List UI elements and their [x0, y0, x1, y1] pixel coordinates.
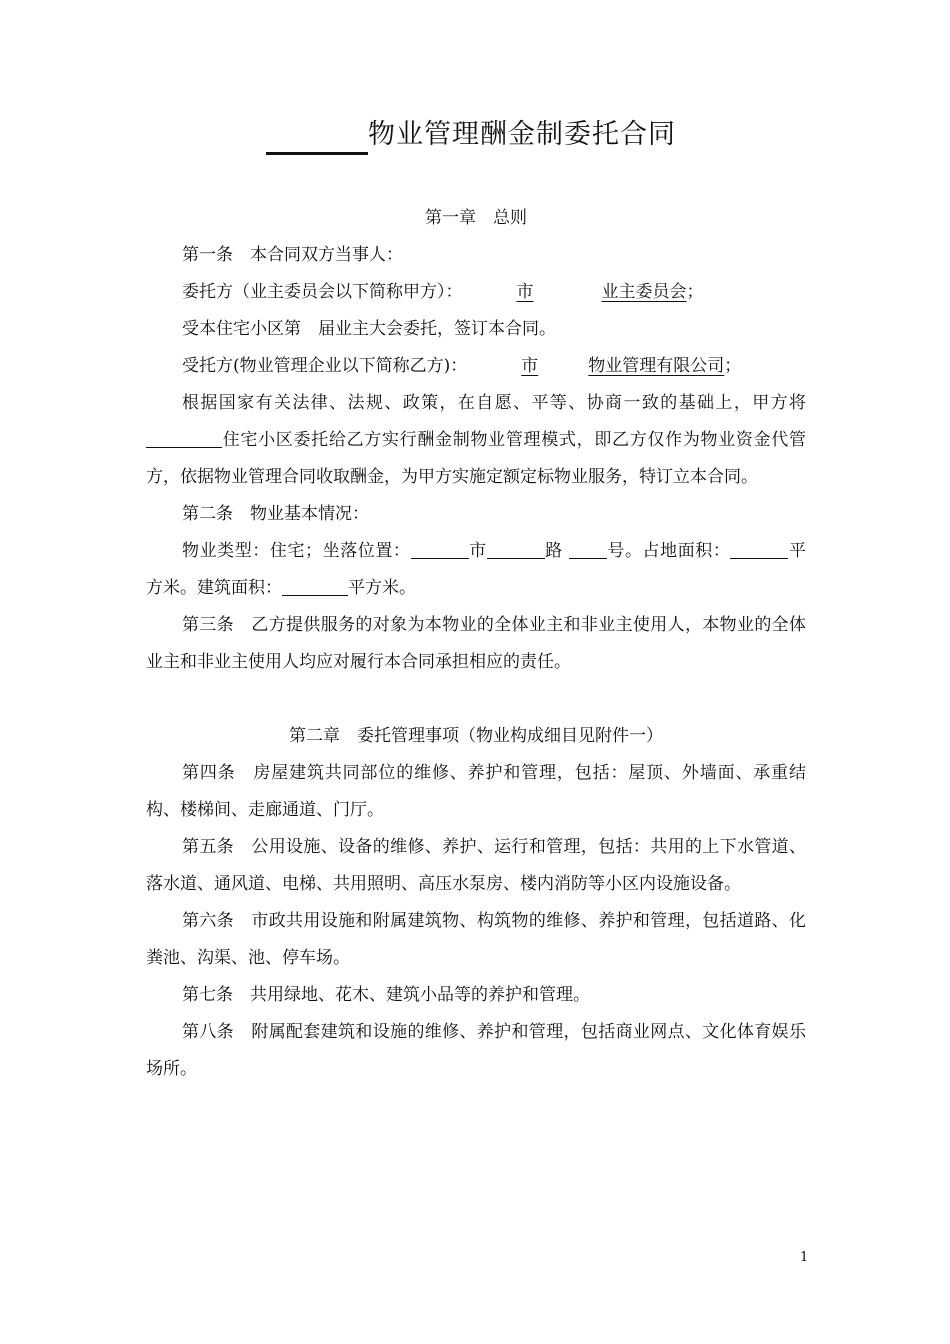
party-a-suffix: 业主委员会	[601, 282, 687, 302]
party-b-line	[146, 348, 806, 385]
authorization-line	[146, 311, 806, 348]
number-unit: 号。占地面积：	[606, 541, 731, 561]
area-unit: 平方米。建筑面积：	[146, 541, 807, 598]
section-spacer	[146, 681, 806, 718]
basis-text-a: 根据国家有关法律、法规、政策，在自愿、平等、协商一致的基础上，甲方将	[182, 393, 806, 413]
city-blank	[411, 538, 469, 559]
contract-body	[146, 200, 806, 1088]
party-b-city: 市	[521, 356, 539, 376]
article-3: 第三条 乙方提供服务的对象为本物业的全体业主和非业主使用人，本物业的全体业主和非业主使用人均应对履行本合同承担相应的责任。	[146, 615, 806, 672]
area-unit-end: 平方米。	[348, 578, 416, 598]
land-area-blank	[730, 538, 788, 559]
road-blank	[487, 538, 545, 559]
article-5: 第五条 公用设施、设备的维修、养护、运行和管理，包括：共用的上下水管道、落水道、通风道、电梯、共用照明、高压水泵房、楼内消防等小区内设施设备。	[146, 837, 806, 894]
title-block	[0, 112, 950, 162]
party-a-line	[146, 274, 806, 311]
building-area-blank	[282, 575, 348, 596]
article-1: 第一条 本合同双方当事人：	[182, 245, 403, 265]
party-b-suffix: 物业管理有限公司	[588, 356, 725, 376]
property-info	[146, 533, 806, 607]
chapter-1-heading: 第一章 总则	[425, 208, 527, 228]
party-a-label: 委托方（业主委员会以下简称甲方）：	[182, 282, 463, 302]
document-title: 物业管理酬金制委托合同	[368, 119, 676, 150]
party-a-end: ；	[686, 282, 704, 302]
party-b-label: 受托方(物业管理企业以下简称乙方)：	[182, 356, 468, 376]
property-type-text: 物业类型：住宅；坐落位置：	[182, 541, 411, 561]
title-blank-line	[266, 152, 368, 155]
basis-paragraph	[146, 385, 806, 496]
article-6: 第六条 市政共用设施和附属建筑物、构筑物的维修、养护和管理，包括道路、化粪池、沟渠、池、停车场。	[146, 911, 806, 968]
article-4: 第四条 房屋建筑共同部位的维修、养护和管理，包括：屋顶、外墙面、承重结构、楼梯间、走廊通道、门厅。	[146, 763, 806, 820]
party-a-field	[463, 282, 687, 302]
number-blank	[569, 538, 607, 559]
article-7: 第七条 共用绿地、花木、建筑小品等的养护和管理。	[182, 985, 590, 1005]
article-2: 第二条 物业基本情况：	[182, 504, 369, 524]
party-a-city: 市	[516, 282, 534, 302]
chapter-2-heading: 第二章 委托管理事项（物业构成细目见附件一）	[289, 726, 663, 746]
basis-text-b: 住宅小区委托给乙方实行酬金制物业管理模式，即乙方仅作为物业资金代管方，依据物业管理合同收取酬金，为甲方实施定额定标物业服务，特订立本合同。	[146, 430, 806, 487]
community-name-blank	[146, 427, 222, 448]
authorization-text-b: 届业主大会委托，签订本合同。	[318, 319, 556, 339]
city-unit: 市	[468, 541, 487, 561]
party-b-field	[467, 356, 724, 376]
party-b-end: ；	[724, 356, 742, 376]
article-8: 第八条 附属配套建筑和设施的维修、养护和管理，包括商业网点、文化体育娱乐场所。	[146, 1022, 806, 1079]
road-unit: 路	[544, 541, 563, 561]
authorization-text-a: 受本住宅小区第	[182, 319, 301, 339]
page-number: 1	[800, 1250, 809, 1265]
